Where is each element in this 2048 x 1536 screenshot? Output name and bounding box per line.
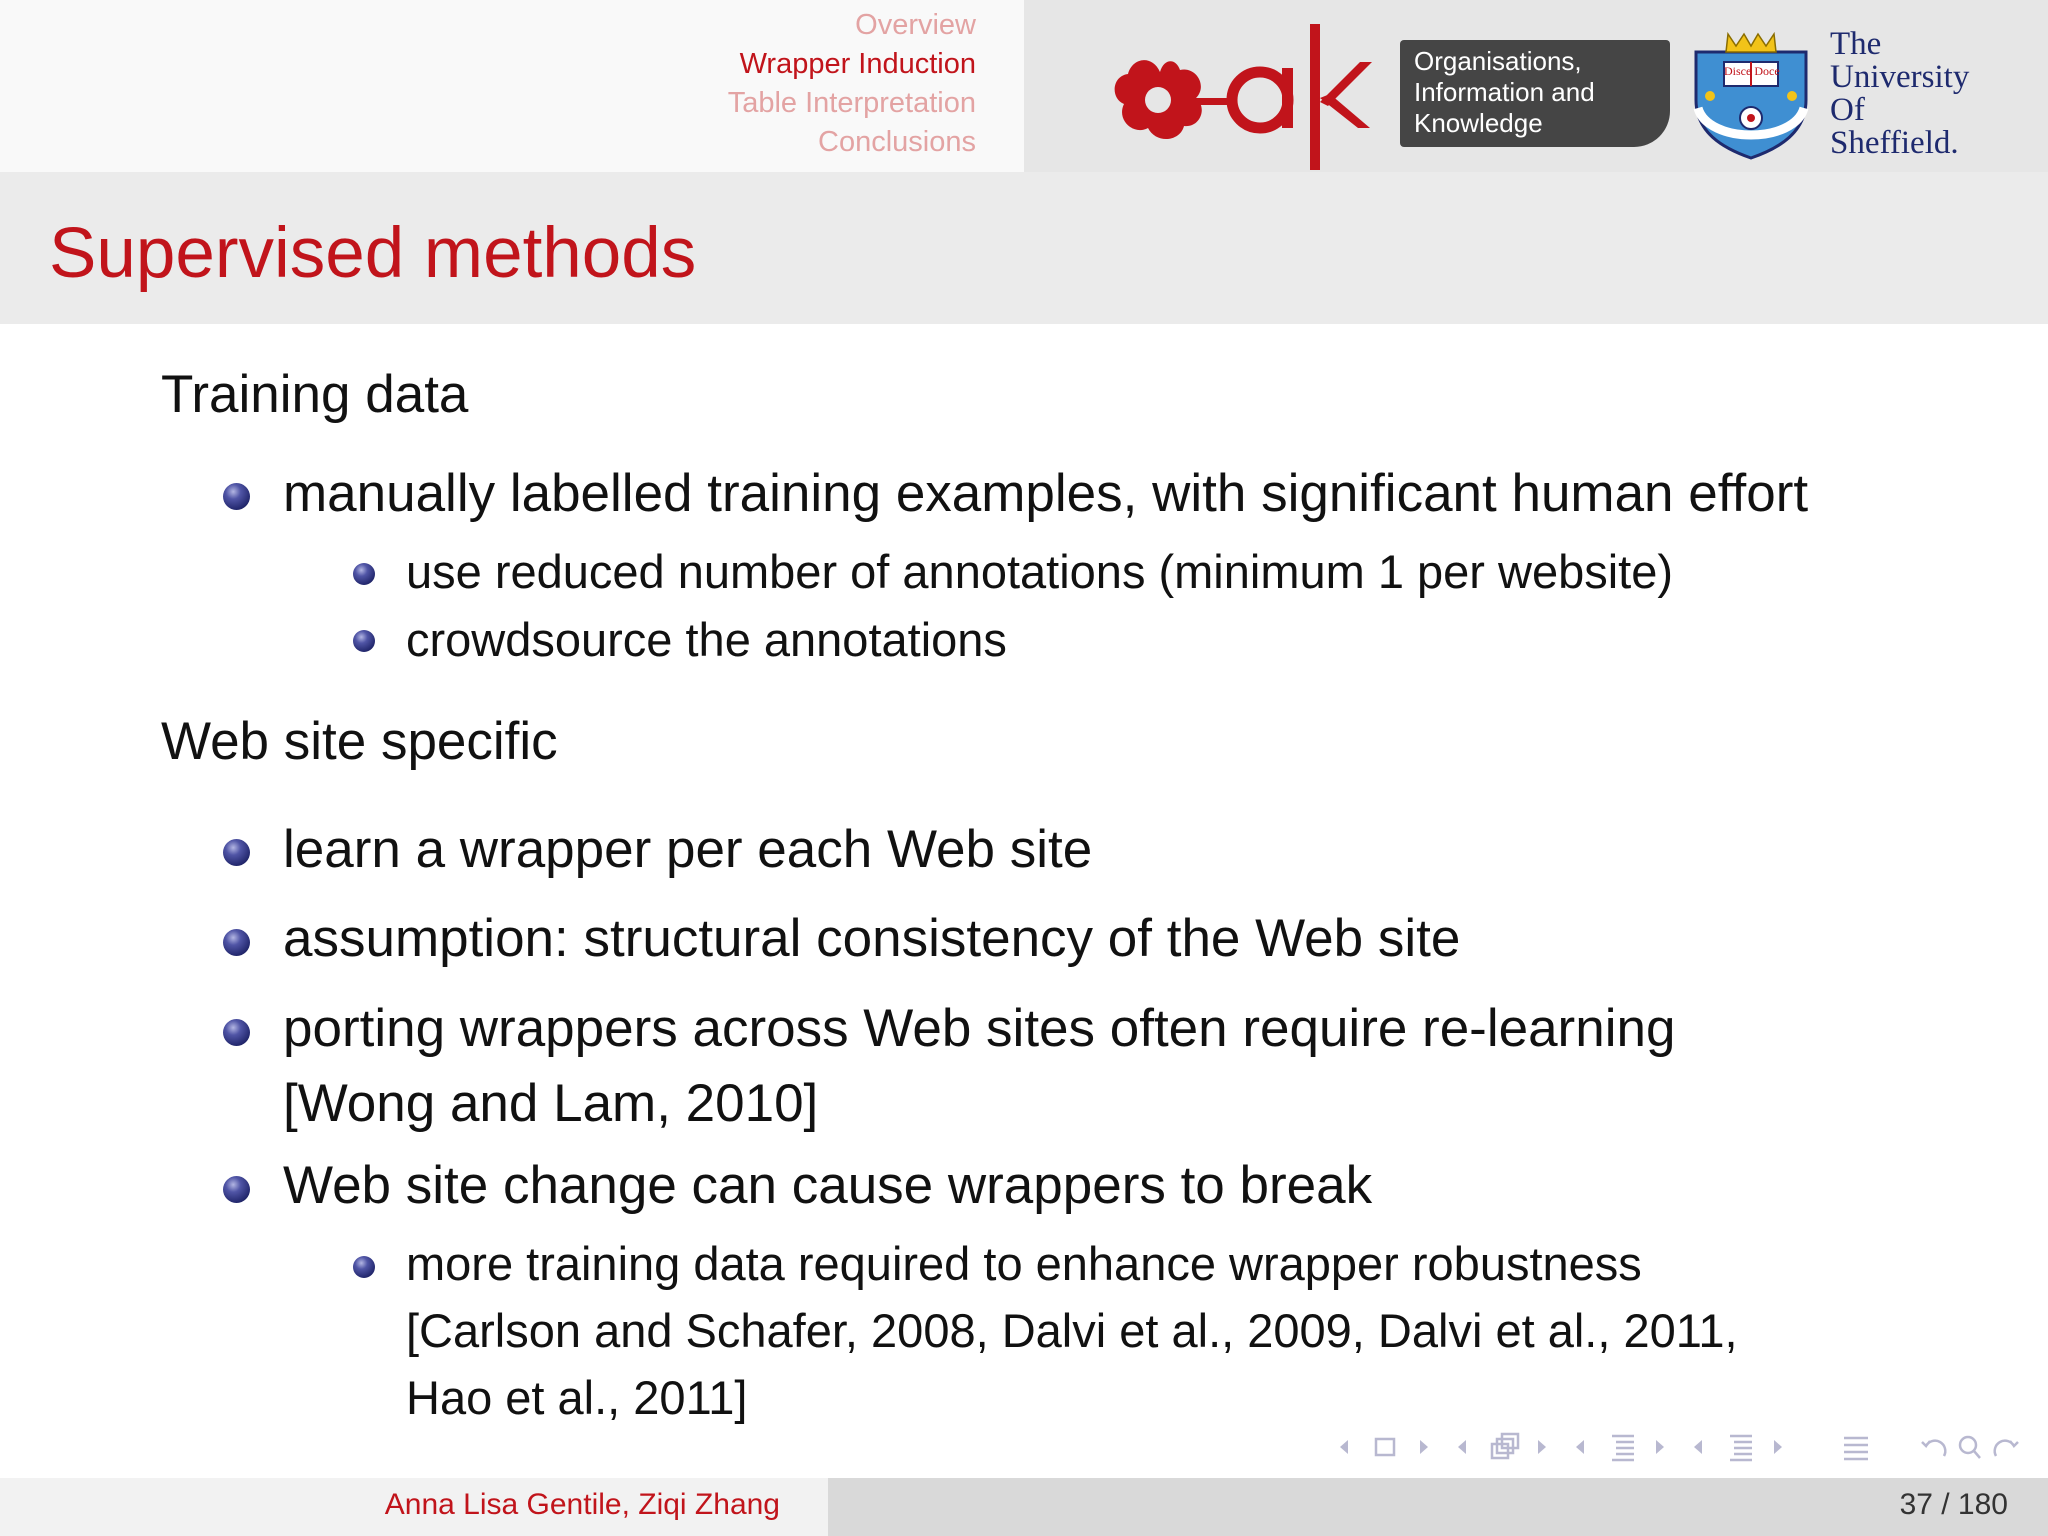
oik-line-2: Information and: [1414, 77, 1595, 107]
oik-line-1: Organisations,: [1414, 46, 1582, 76]
section-icon[interactable]: [1612, 1436, 1634, 1460]
crest-motto: Disce Doce: [1724, 64, 1780, 78]
search-icon[interactable]: [1960, 1437, 1980, 1458]
frame-prev-icon[interactable]: [1340, 1440, 1348, 1454]
university-line-1: The: [1830, 26, 1882, 62]
section-heading-web-site-specific: Web site specific: [161, 712, 558, 771]
university-crest-icon: [1690, 30, 1812, 160]
frame-navigation: [1336, 1428, 1446, 1468]
section-list: [728, 6, 976, 162]
sub-list-item: use reduced number of annotations (minimum 1 per website): [406, 545, 1674, 598]
document-navigation: [1690, 1428, 1800, 1468]
nav-item-table-interpretation[interactable]: Table Interpretation: [727, 87, 976, 119]
frame-next-icon[interactable]: [1420, 1440, 1428, 1454]
section-navigation: [0, 0, 1024, 172]
undo-icon[interactable]: [1922, 1441, 1945, 1456]
bullet-icon: [223, 839, 250, 866]
frame-icon[interactable]: [1376, 1439, 1394, 1455]
oik-logo: [1400, 40, 1670, 147]
footer-page-pane: [828, 1478, 2048, 1536]
oik-line-3: Knowledge: [1414, 108, 1543, 138]
slide-content: [0, 324, 2048, 1474]
bullet-icon: [223, 929, 250, 956]
title-bar: [0, 172, 2048, 324]
university-line-3: Of: [1830, 92, 1865, 128]
nav-item-overview[interactable]: Overview: [855, 9, 976, 41]
section-icon[interactable]: [1730, 1436, 1752, 1460]
bullet-icon: [223, 483, 250, 510]
redo-icon[interactable]: [1995, 1441, 2018, 1456]
list-item: porting wrappers across Web sites often require re-learning: [283, 999, 1676, 1058]
subsection-icon[interactable]: [1492, 1434, 1518, 1458]
slide-footer: [0, 1478, 2048, 1536]
section-prev-icon[interactable]: [1694, 1440, 1702, 1454]
sub-list-item-continuation: [Carlson and Schafer, 2008, Dalvi et al., 2009, Dalvi et al., 2011,: [406, 1304, 1738, 1357]
list-item-continuation: [Wong and Lam, 2010]: [283, 1074, 819, 1133]
section-next-icon[interactable]: [1656, 1440, 1664, 1454]
sub-list-item-continuation: Hao et al., 2011]: [406, 1371, 748, 1424]
bullet-icon: [223, 1176, 250, 1203]
sub-bullet-icon: [353, 1256, 375, 1278]
subsection-next-icon[interactable]: [1538, 1440, 1546, 1454]
slide-title: Supervised methods: [49, 214, 697, 293]
slide-header: [0, 0, 2048, 172]
sub-bullet-icon: [353, 563, 375, 585]
list-item: assumption: structural consistency of the Web site: [283, 909, 1461, 968]
sub-list-item: crowdsource the annotations: [406, 613, 1007, 666]
section-navigation: [1572, 1428, 1682, 1468]
list-item: learn a wrapper per each Web site: [283, 820, 1093, 879]
list-item: Web site change can cause wrappers to break: [283, 1156, 1373, 1215]
list-item: manually labelled training examples, with significant human effort: [283, 464, 1809, 523]
footer-author: Anna Lisa Gentile, Ziqi Zhang: [384, 1488, 780, 1521]
footer-author-pane: [0, 1478, 828, 1536]
section-next-icon[interactable]: [1774, 1440, 1782, 1454]
nav-item-conclusions[interactable]: Conclusions: [818, 126, 976, 158]
university-line-2: University: [1830, 59, 1970, 95]
align-icon[interactable]: [1836, 1428, 1876, 1468]
section-heading-training-data: Training data: [161, 365, 469, 424]
subsection-prev-icon[interactable]: [1458, 1440, 1466, 1454]
search-controls: [1916, 1428, 2026, 1468]
bullet-icon: [223, 1019, 250, 1046]
subsection-navigation: [1454, 1428, 1564, 1468]
university-line-4: Sheffield.: [1830, 125, 1959, 161]
nav-item-wrapper-induction[interactable]: Wrapper Induction: [739, 48, 976, 80]
university-name: [1830, 28, 1969, 160]
sub-list-item: more training data required to enhance wrapper robustness: [406, 1237, 1642, 1290]
section-prev-icon[interactable]: [1576, 1440, 1584, 1454]
sub-bullet-icon: [353, 630, 375, 652]
beamer-navigation-bar: [1336, 1428, 2026, 1468]
oak-logo: [1108, 24, 1372, 170]
page-number: 37 / 180: [1899, 1488, 2008, 1521]
